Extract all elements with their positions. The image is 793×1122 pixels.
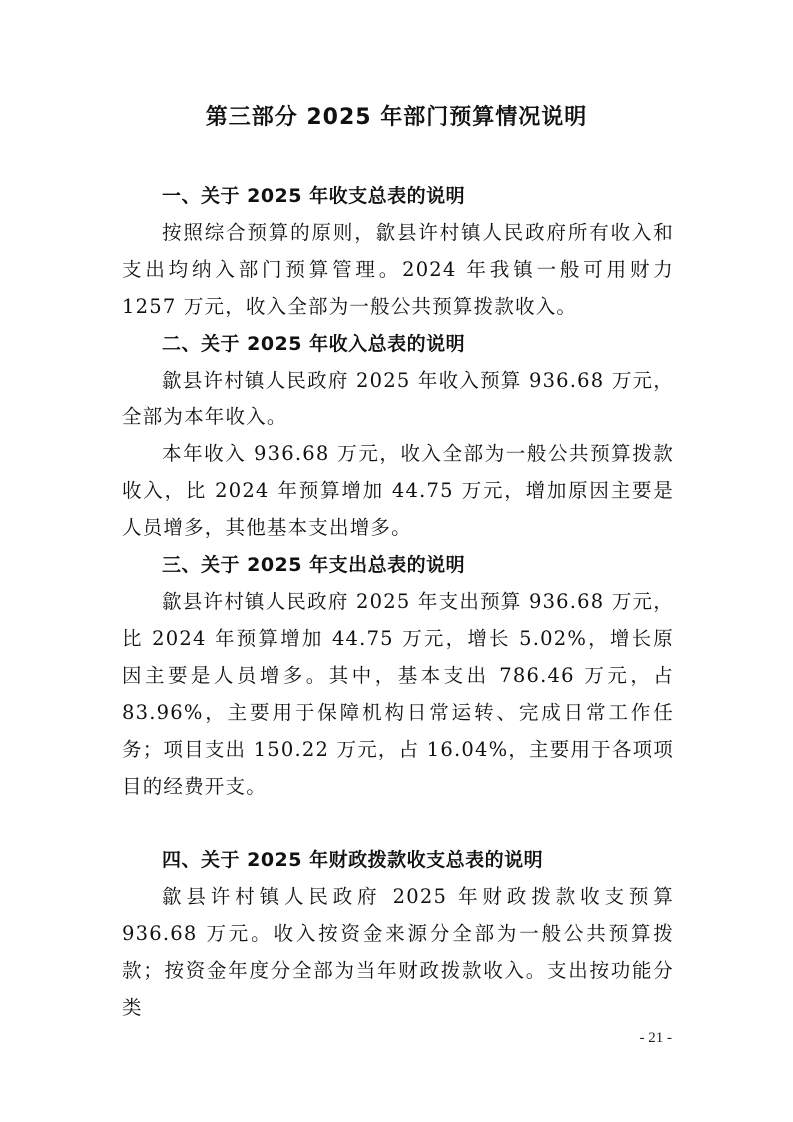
section-spacer xyxy=(122,805,674,842)
section-heading-2: 二、关于 2025 年收入总表的说明 xyxy=(162,332,466,355)
section-3-paragraph-1: 歙县许村镇人民政府 2025 年支出预算 936.68 万元，比 2024 年预算增加 44.75 万元，增长 5.02%，增长原因主要是人员增多。其中，基本支出 786.46 万元，占 83.96%，主要用于保障机构日常运转、完成日常工作任务；项目支出 150.22 万元，占 16.04%，主要用于各项项目的经费开支。 xyxy=(122,589,674,798)
section-1-paragraph-1: 按照综合预算的原则，歙县许村镇人民政府所有收入和支出均纳入部门预算管理。2024 年我镇一般可用财力 1257 万元，收入全部为一般公共预算拨款收入。 xyxy=(122,220,674,318)
section-heading-1: 一、关于 2025 年收支总表的说明 xyxy=(162,185,466,207)
section-heading-4: 四、关于 2025 年财政拨款收支总表的说明 xyxy=(162,849,544,872)
section-2-paragraph-1: 歙县许村镇人民政府 2025 年收入预算 936.68 万元，全部为本年收入。 xyxy=(122,368,674,429)
section-4-paragraph-1: 歙县许村镇人民政府 2025 年财政拨款收支预算 936.68 万元。收入按资金来源分全部为一般公共预算拨款；按资金年度分全部为当年财政拨款收入。支出按功能分类 xyxy=(122,885,674,1020)
page-title: 第三部分 2025 年部门预算情况说明 xyxy=(205,105,588,130)
section-heading-3: 三、关于 2025 年支出总表的说明 xyxy=(162,554,466,577)
page-number: - 21 - xyxy=(639,1030,672,1046)
section-2-paragraph-2: 本年收入 936.68 万元，收入全部为一般公共预算拨款收入，比 2024 年预算增加 44.75 万元，增加原因主要是人员增多，其他基本支出增多。 xyxy=(122,442,674,540)
document-body xyxy=(122,178,674,1027)
